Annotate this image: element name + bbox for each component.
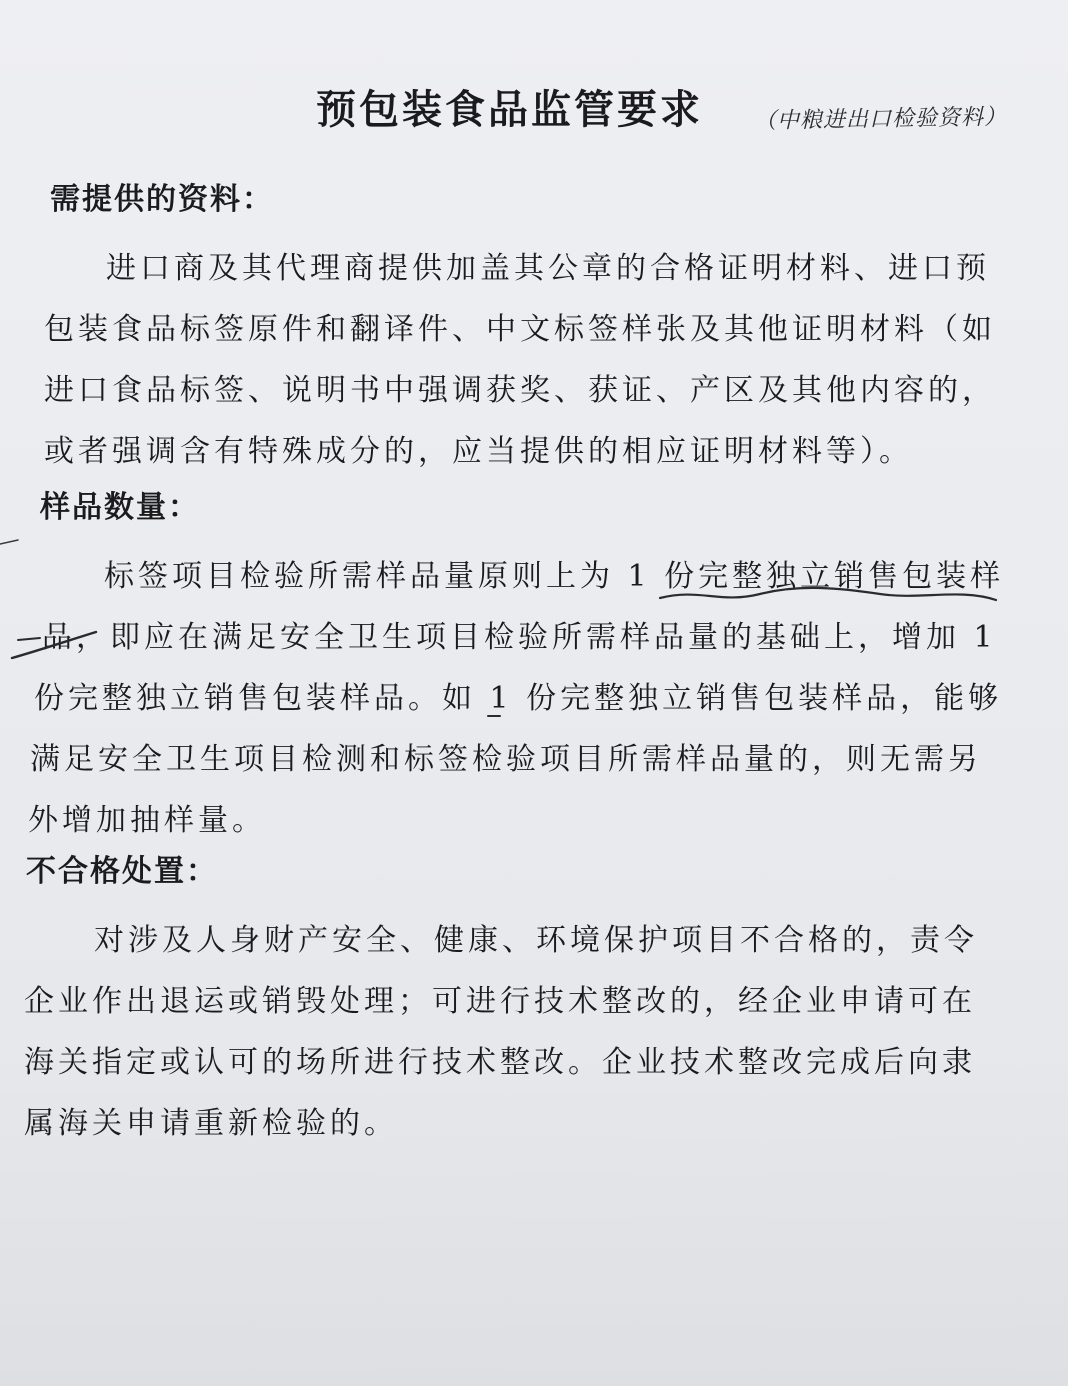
- body-line: 对涉及人身财产安全、健康、环境保护项目不合格的，责令: [94, 923, 978, 958]
- section-body-sample-quantity: [28, 546, 1005, 851]
- body-line: 外增加抽样量。: [28, 803, 266, 838]
- body-line: 或者强调含有特殊成分的，应当提供的相应证明材料等）。: [44, 434, 913, 469]
- section-body-materials: [44, 238, 996, 482]
- body-line: 满足安全卫生项目检测和标签检验项目所需样品量的，则无需另: [30, 742, 982, 777]
- left-edge-mark: [0, 540, 18, 544]
- body-line: 海关指定或认可的场所进行技术整改。企业技术整改完成后向隶: [24, 1045, 976, 1080]
- body-line: 包装食品标签原件和翻译件、中文标签样张及其他证明材料（如: [44, 312, 996, 347]
- document-title: 预包装食品监管要求: [316, 86, 703, 133]
- body-line: 企业作出退运或销毁处理；可进行技术整改的，经企业申请可在: [24, 984, 976, 1019]
- handwritten-note: （中粮进出口检验资料）: [753, 104, 1008, 135]
- title-row: [316, 80, 1056, 140]
- body-line: 品，即应在满足安全卫生项目检验所需样品量的基础上，增加 1: [42, 620, 997, 655]
- body-line: 标签项目检验所需样品量原则上为 1 份完整独立销售包装样: [104, 559, 1005, 594]
- body-line: 进口商及其代理商提供加盖其公章的合格证明材料、进口预: [106, 251, 990, 286]
- section-heading-sample-quantity: 样品数量：: [40, 490, 200, 525]
- body-line: 属海关申请重新检验的。: [24, 1106, 398, 1141]
- section-heading-materials: 需提供的资料：: [50, 182, 274, 217]
- body-line: 份完整独立销售包装样品。如 1 份完整独立销售包装样品，能够: [34, 681, 1003, 716]
- section-heading-nonconformity: 不合格处置：: [26, 854, 218, 889]
- section-body-nonconformity: [24, 910, 978, 1154]
- body-line: 进口食品标签、说明书中强调获奖、获证、产区及其他内容的，: [44, 373, 996, 408]
